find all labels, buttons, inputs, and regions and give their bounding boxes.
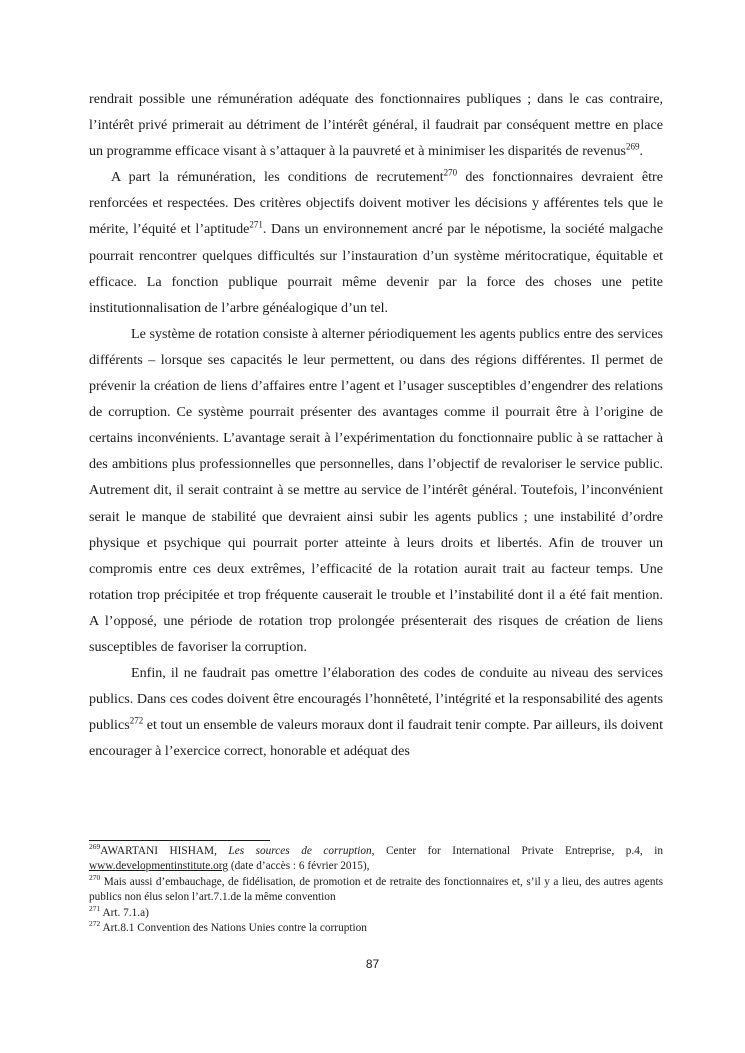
footnote-ref-269[interactable]: 269 bbox=[626, 141, 640, 152]
paragraph-4: Enfin, il ne faudrait pas omettre l’élaboration des codes de conduite au niveau des services publics. Dans ces codes doivent être encouragés l’honnêteté, l’intégrité et la responsabilité des agents publics$^{272}$ et tout un ensemble de valeurs moraux dont il faudrait tenir compte. Par ailleurs, ils doivent encourager à l’exercice correct, honorable et adéquat des bbox=[89, 665, 663, 760]
footnote-270: $^{270}$ Mais aussi d’embauchage, de fidélisation, de promotion et de retraite des fonctionnaires et, s’il y a lieu, des autres agents publics non élus selon l’art.7.1.de la même convention bbox=[89, 873, 663, 904]
footnote-link[interactable]: www.developmentinstitute.org bbox=[89, 860, 228, 873]
footnote-272: $^{272}$ Art.8.1 Convention des Nations Unies contre la corruption bbox=[89, 919, 367, 935]
paragraph-3: Le système de rotation consiste à alterner périodiquement les agents publics entre des services différents – lorsque ses capacités le leur permettent, ou dans des régions différentes. Il permet de prévenir la création de liens d’affaires entre l’agent et l’usager susceptibles d’engendrer des relations de corruption. Ce système pourrait présenter des avantages comme il pourrait être à l’origine de certains inconvénients. L’avantage serait à l’expérimentation du fonctionnaire public à se rattacher à des ambitions plus professionnelles que personnelles, dans l’objectif de revaloriser le service public. Autrement dit, il serait contraint à se mettre au service de l’intérêt général. Toutefois, l’inconvénient serait le manque de stabilité que devraient ainsi subir les agents publics ; une instabilité d’ordre physique et psychique qui pourrait porter atteinte à leurs droits et libertés. Afin de trouver un compromis entre ces deux extrêmes, l’efficacité de la rotation aurait trait au facteur temps. Une rotation trop précipitée et trop fréquente causerait le trouble et l’instabilité dont il a été fait mention. A l’opposé, une période de rotation trop prolongée présenterait des risques de création de liens susceptibles de favoriser la corruption. bbox=[89, 325, 663, 655]
footnote-ref-270[interactable]: 270 bbox=[443, 167, 458, 178]
footnotes bbox=[89, 844, 663, 936]
footnote-271: $^{271}$ Art. 7.1.a) bbox=[89, 903, 149, 919]
paragraph-1: rendrait possible une rémunération adéquate des fonctionnaires publiques ; dans le cas contraire, l’intérêt privé primerait au détriment de l’intérêt général, il faudrait par conséquent mettre en place un programme efficace visant à s’attaquer à la pauvreté et à minimiser les disparités de revenus$^{269}$. bbox=[89, 91, 663, 160]
paragraph-2: A part la rémunération, les conditions de recrutement$^{270}$ des fonctionnaires devraient être renforcées et respectées. Des critères objectifs doivent motiver les décisions y afférentes tels que le mérite, l’équité et l’aptitude$^{271}$. Dans un environnement ancré par le népotisme, la société malgache pourrait rencontrer quelques difficultés sur l’instauration d’un système méritocratique, équitable et efficace. La fonction publique pourrait même devenir par la force des choses une petite institutionnalisation de l’arbre généalogique d’un tel. bbox=[89, 167, 663, 316]
page-number: 87 bbox=[365, 957, 380, 971]
footnote-ref-272[interactable]: 272 bbox=[129, 715, 144, 726]
footnote-separator bbox=[89, 840, 270, 841]
footnote-269: $^{269}$AWARTANI HISHAM, Les sources de corruption, Center for International Private Entreprise, p.4, in www.developmentinstitute.org (date d’accès : 6 février 2015), bbox=[89, 842, 664, 873]
footnote-ref-271[interactable]: 271 bbox=[249, 219, 263, 230]
main-text bbox=[89, 86, 663, 764]
